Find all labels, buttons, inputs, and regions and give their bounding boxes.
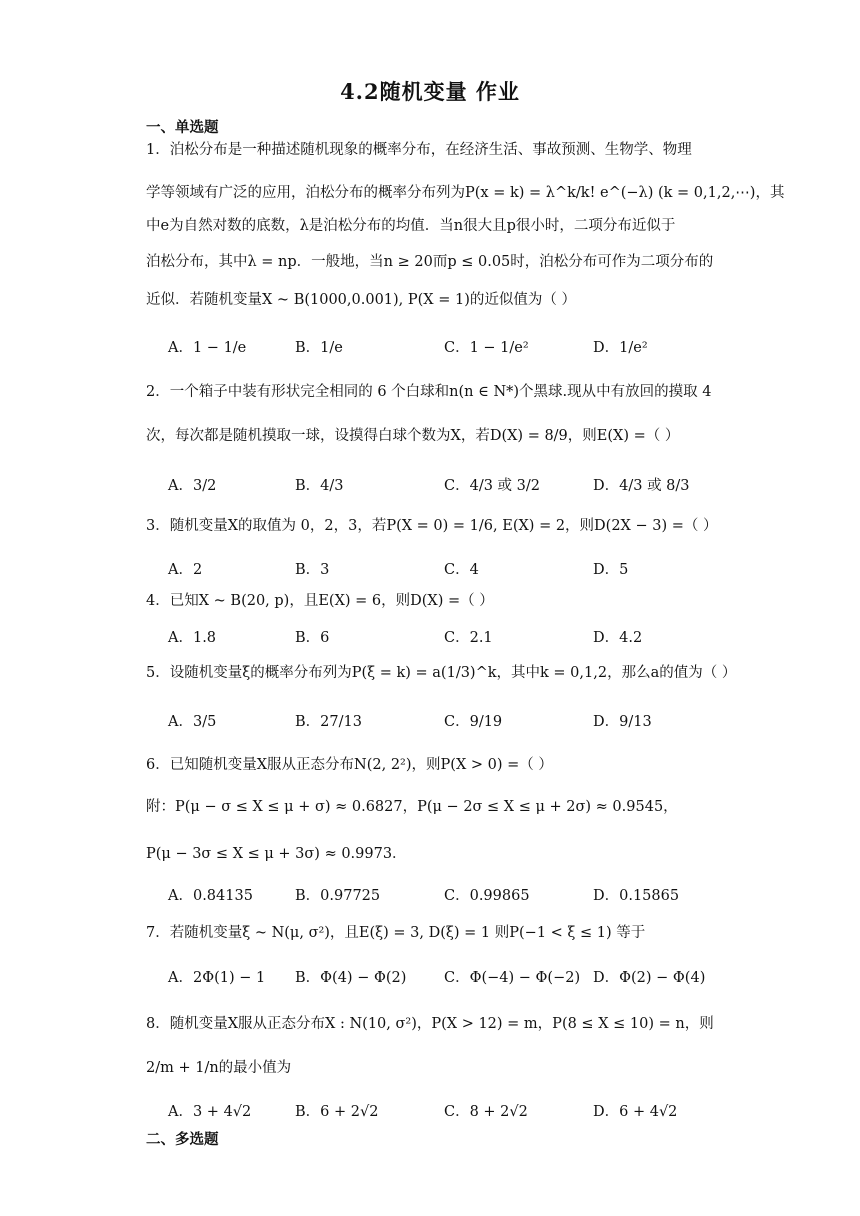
question-2-option-d[interactable]: D．4/3 或 8/3 [593, 478, 690, 494]
question-6-option-b[interactable]: B．0.97725 [295, 888, 381, 904]
question-6-line-2: 附：P(μ − σ ≤ X ≤ μ + σ) ≈ 0.6827，P(μ − 2σ ≤ X ≤ μ + 2σ) ≈ 0.9545， [146, 799, 678, 815]
question-8-line-1: 8．随机变量X服从正态分布X : N(10, σ²)，P(X > 12) = m，P(8 ≤ X ≤ 10) = n，则 [146, 1016, 714, 1032]
question-7-line-1: 7．若随机变量ξ ~ N(μ, σ²)，且E(ξ) = 3, D(ξ) = 1 则P(−1 < ξ ≤ 1) 等于 [146, 925, 646, 941]
question-2-line-1: 2．一个箱子中装有形状完全相同的 6 个白球和n(n ∈ N*)个黑球.现从中有放回的摸取 4 [146, 384, 712, 400]
section-heading-single-choice: 一、单选题 [146, 119, 219, 136]
question-1-option-d[interactable]: D．1/e² [593, 340, 648, 356]
question-4-option-c[interactable]: C．2.1 [444, 630, 493, 646]
section-heading-multiple-choice: 二、多选题 [146, 1131, 219, 1148]
question-5-line-1: 5．设随机变量ξ的概率分布列为P(ξ = k) = a(1/3)^k，其中k = 0,1,2，那么a的值为（ ） [146, 665, 737, 681]
page-title: 4.2随机变量 作业 [340, 79, 520, 104]
question-1-line-4: 泊松分布，其中λ = np．一般地，当n ≥ 20而p ≤ 0.05时，泊松分布可作为二项分布的 [146, 254, 714, 270]
question-6-option-a[interactable]: A．0.84135 [168, 888, 253, 904]
question-2-option-c[interactable]: C．4/3 或 3/2 [444, 478, 540, 494]
question-3-option-c[interactable]: C．4 [444, 562, 479, 578]
question-5-option-a[interactable]: A．3/5 [168, 714, 217, 730]
question-3-option-a[interactable]: A．2 [168, 562, 203, 578]
question-8-option-a[interactable]: A．3 + 4√2 [168, 1104, 252, 1120]
question-1-line-3: 中e为自然对数的底数，λ是泊松分布的均值．当n很大且p很小时，二项分布近似于 [146, 218, 676, 234]
question-3-option-b[interactable]: B．3 [295, 562, 330, 578]
question-6-option-d[interactable]: D．0.15865 [593, 888, 680, 904]
question-8-line-2: 2/m + 1/n的最小值为 [146, 1060, 292, 1076]
question-3-line-1: 3．随机变量X的取值为 0，2，3，若P(X = 0) = 1/6, E(X) = 2，则D(2X − 3) =（ ） [146, 518, 718, 534]
question-4-option-b[interactable]: B．6 [295, 630, 330, 646]
question-8-option-b[interactable]: B．6 + 2√2 [295, 1104, 379, 1120]
question-6-line-3: P(μ − 3σ ≤ X ≤ μ + 3σ) ≈ 0.9973． [146, 846, 407, 862]
question-7-option-d[interactable]: D．Φ(2) − Φ(4) [593, 970, 706, 986]
question-2-option-a[interactable]: A．3/2 [168, 478, 217, 494]
question-1-option-a[interactable]: A．1 − 1/e [168, 340, 247, 356]
question-5-option-b[interactable]: B．27/13 [295, 714, 362, 730]
question-1-line-5: 近似．若随机变量X ~ B(1000,0.001), P(X = 1)的近似值为（ ） [146, 292, 576, 308]
question-5-option-c[interactable]: C．9/19 [444, 714, 503, 730]
question-2-line-2: 次，每次都是随机摸取一球，设摸得白球个数为X，若D(X) = 8/9，则E(X) =（ ） [146, 428, 680, 444]
question-5-option-d[interactable]: D．9/13 [593, 714, 652, 730]
question-7-option-c[interactable]: C．Φ(−4) − Φ(−2) [444, 970, 581, 986]
question-4-option-a[interactable]: A．1.8 [168, 630, 217, 646]
question-1-line-2: 学等领域有广泛的应用，泊松分布的概率分布列为P(x = k) = λ^k/k! e^(−λ) (k = 0,1,2,⋯)，其 [146, 185, 785, 201]
question-8-option-d[interactable]: D．6 + 4√2 [593, 1104, 678, 1120]
question-1-line-1: 1．泊松分布是一种描述随机现象的概率分布，在经济生活、事故预测、生物学、物理 [146, 142, 692, 158]
question-1-option-c[interactable]: C．1 − 1/e² [444, 340, 529, 356]
question-7-option-b[interactable]: B．Φ(4) − Φ(2) [295, 970, 407, 986]
question-1-option-b[interactable]: B．1/e [295, 340, 343, 356]
question-3-option-d[interactable]: D．5 [593, 562, 629, 578]
question-8-option-c[interactable]: C．8 + 2√2 [444, 1104, 528, 1120]
question-6-option-c[interactable]: C．0.99865 [444, 888, 530, 904]
question-6-line-1: 6．已知随机变量X服从正态分布N(2, 2²)，则P(X > 0) =（ ） [146, 757, 553, 773]
question-2-option-b[interactable]: B．4/3 [295, 478, 344, 494]
question-7-option-a[interactable]: A．2Φ(1) − 1 [168, 970, 266, 986]
question-4-option-d[interactable]: D．4.2 [593, 630, 643, 646]
question-4-line-1: 4．已知X ~ B(20, p)，且E(X) = 6，则D(X) =（ ） [146, 593, 494, 609]
